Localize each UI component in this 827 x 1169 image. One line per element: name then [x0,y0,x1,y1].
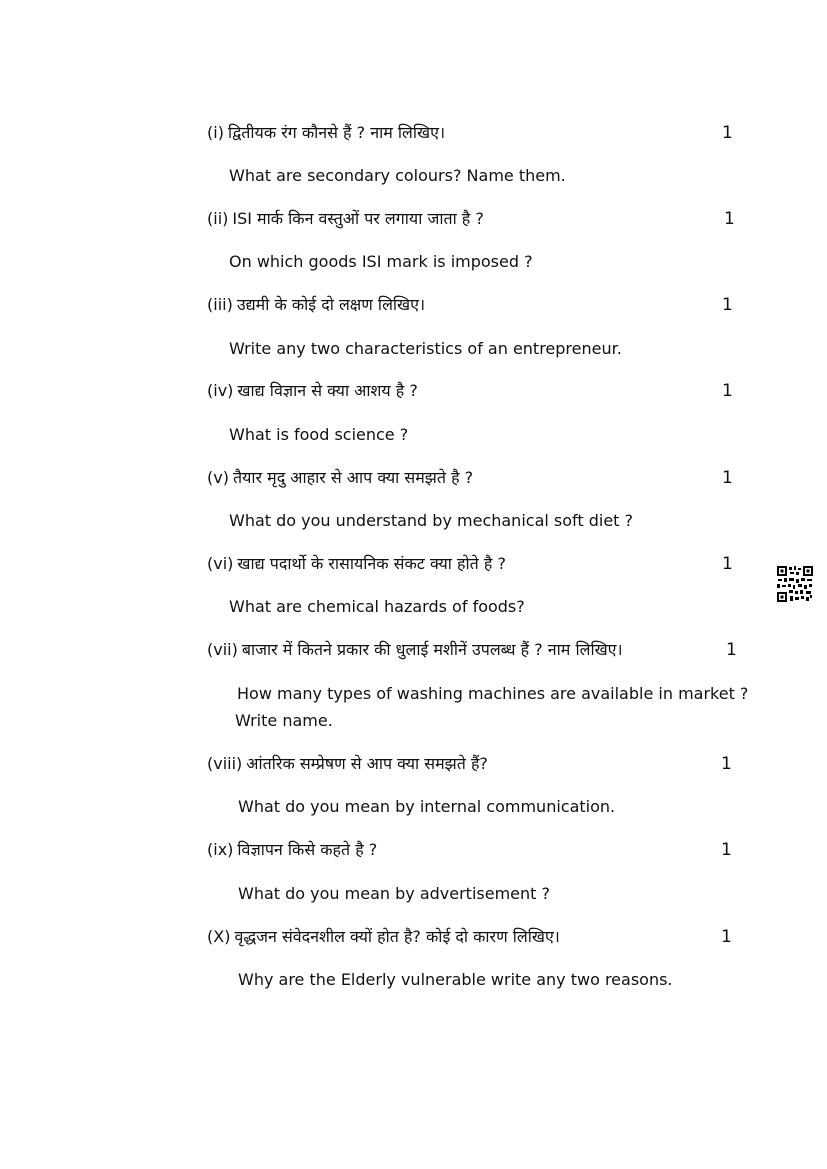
question-hindi: (vi) खाद्य पदार्थो के रासायनिक संकट क्या होते है ? [207,554,506,573]
question-english-continued: Write name. [235,711,333,730]
question-hindi: (vii) बाजार में कितने प्रकार की धुलाई मशीनें उपलब्ध हैं ? नाम लिखिए। [207,640,623,659]
question-english: What is food science ? [229,425,409,444]
question-english: What are chemical hazards of foods? [229,597,525,616]
question-marks: 1 [722,381,733,401]
question-marks: 1 [722,468,733,488]
question-hindi: (iii) उद्यमी के कोई दो लक्षण लिखिए। [207,295,426,314]
question-hindi: (X) वृद्धजन संवेदनशील क्यों होत है? कोई दो कारण लिखिए। [207,927,560,946]
question-hindi: (i) द्वितीयक रंग कौनसे हैं ? नाम लिखिए। [207,123,446,142]
question-marks: 1 [722,295,733,315]
question-english: On which goods ISI mark is imposed ? [229,252,533,271]
question-english: What do you understand by mechanical soft diet ? [229,511,634,530]
question-hindi: (viii) आंतरिक सम्प्रेषण से आप क्या समझते हैं? [207,754,488,773]
question-marks: 1 [721,927,732,947]
question-english: How many types of washing machines are available in market ? [237,684,749,703]
question-marks: 1 [726,640,737,660]
question-english: What do you mean by advertisement ? [238,884,550,903]
question-marks: 1 [721,840,732,860]
question-marks: 1 [721,754,732,774]
question-english: Why are the Elderly vulnerable write any two reasons. [238,970,673,989]
question-hindi: (iv) खाद्य विज्ञान से क्या आशय है ? [207,381,418,400]
question-hindi: (ix) विज्ञापन किसे कहते है ? [207,840,378,859]
question-marks: 1 [724,209,735,229]
question-hindi: (v) तैयार मृदु आहार से आप क्या समझते है ? [207,468,474,487]
question-english: What do you mean by internal communication. [238,797,616,816]
question-hindi: (ii) ISI मार्क किन वस्तुओं पर लगाया जाता है ? [207,209,484,228]
question-english: Write any two characteristics of an entrepreneur. [229,339,622,358]
question-marks: 1 [722,554,733,574]
question-marks: 1 [722,123,733,143]
question-english: What are secondary colours? Name them. [229,166,566,185]
qr-code-image [776,565,814,603]
